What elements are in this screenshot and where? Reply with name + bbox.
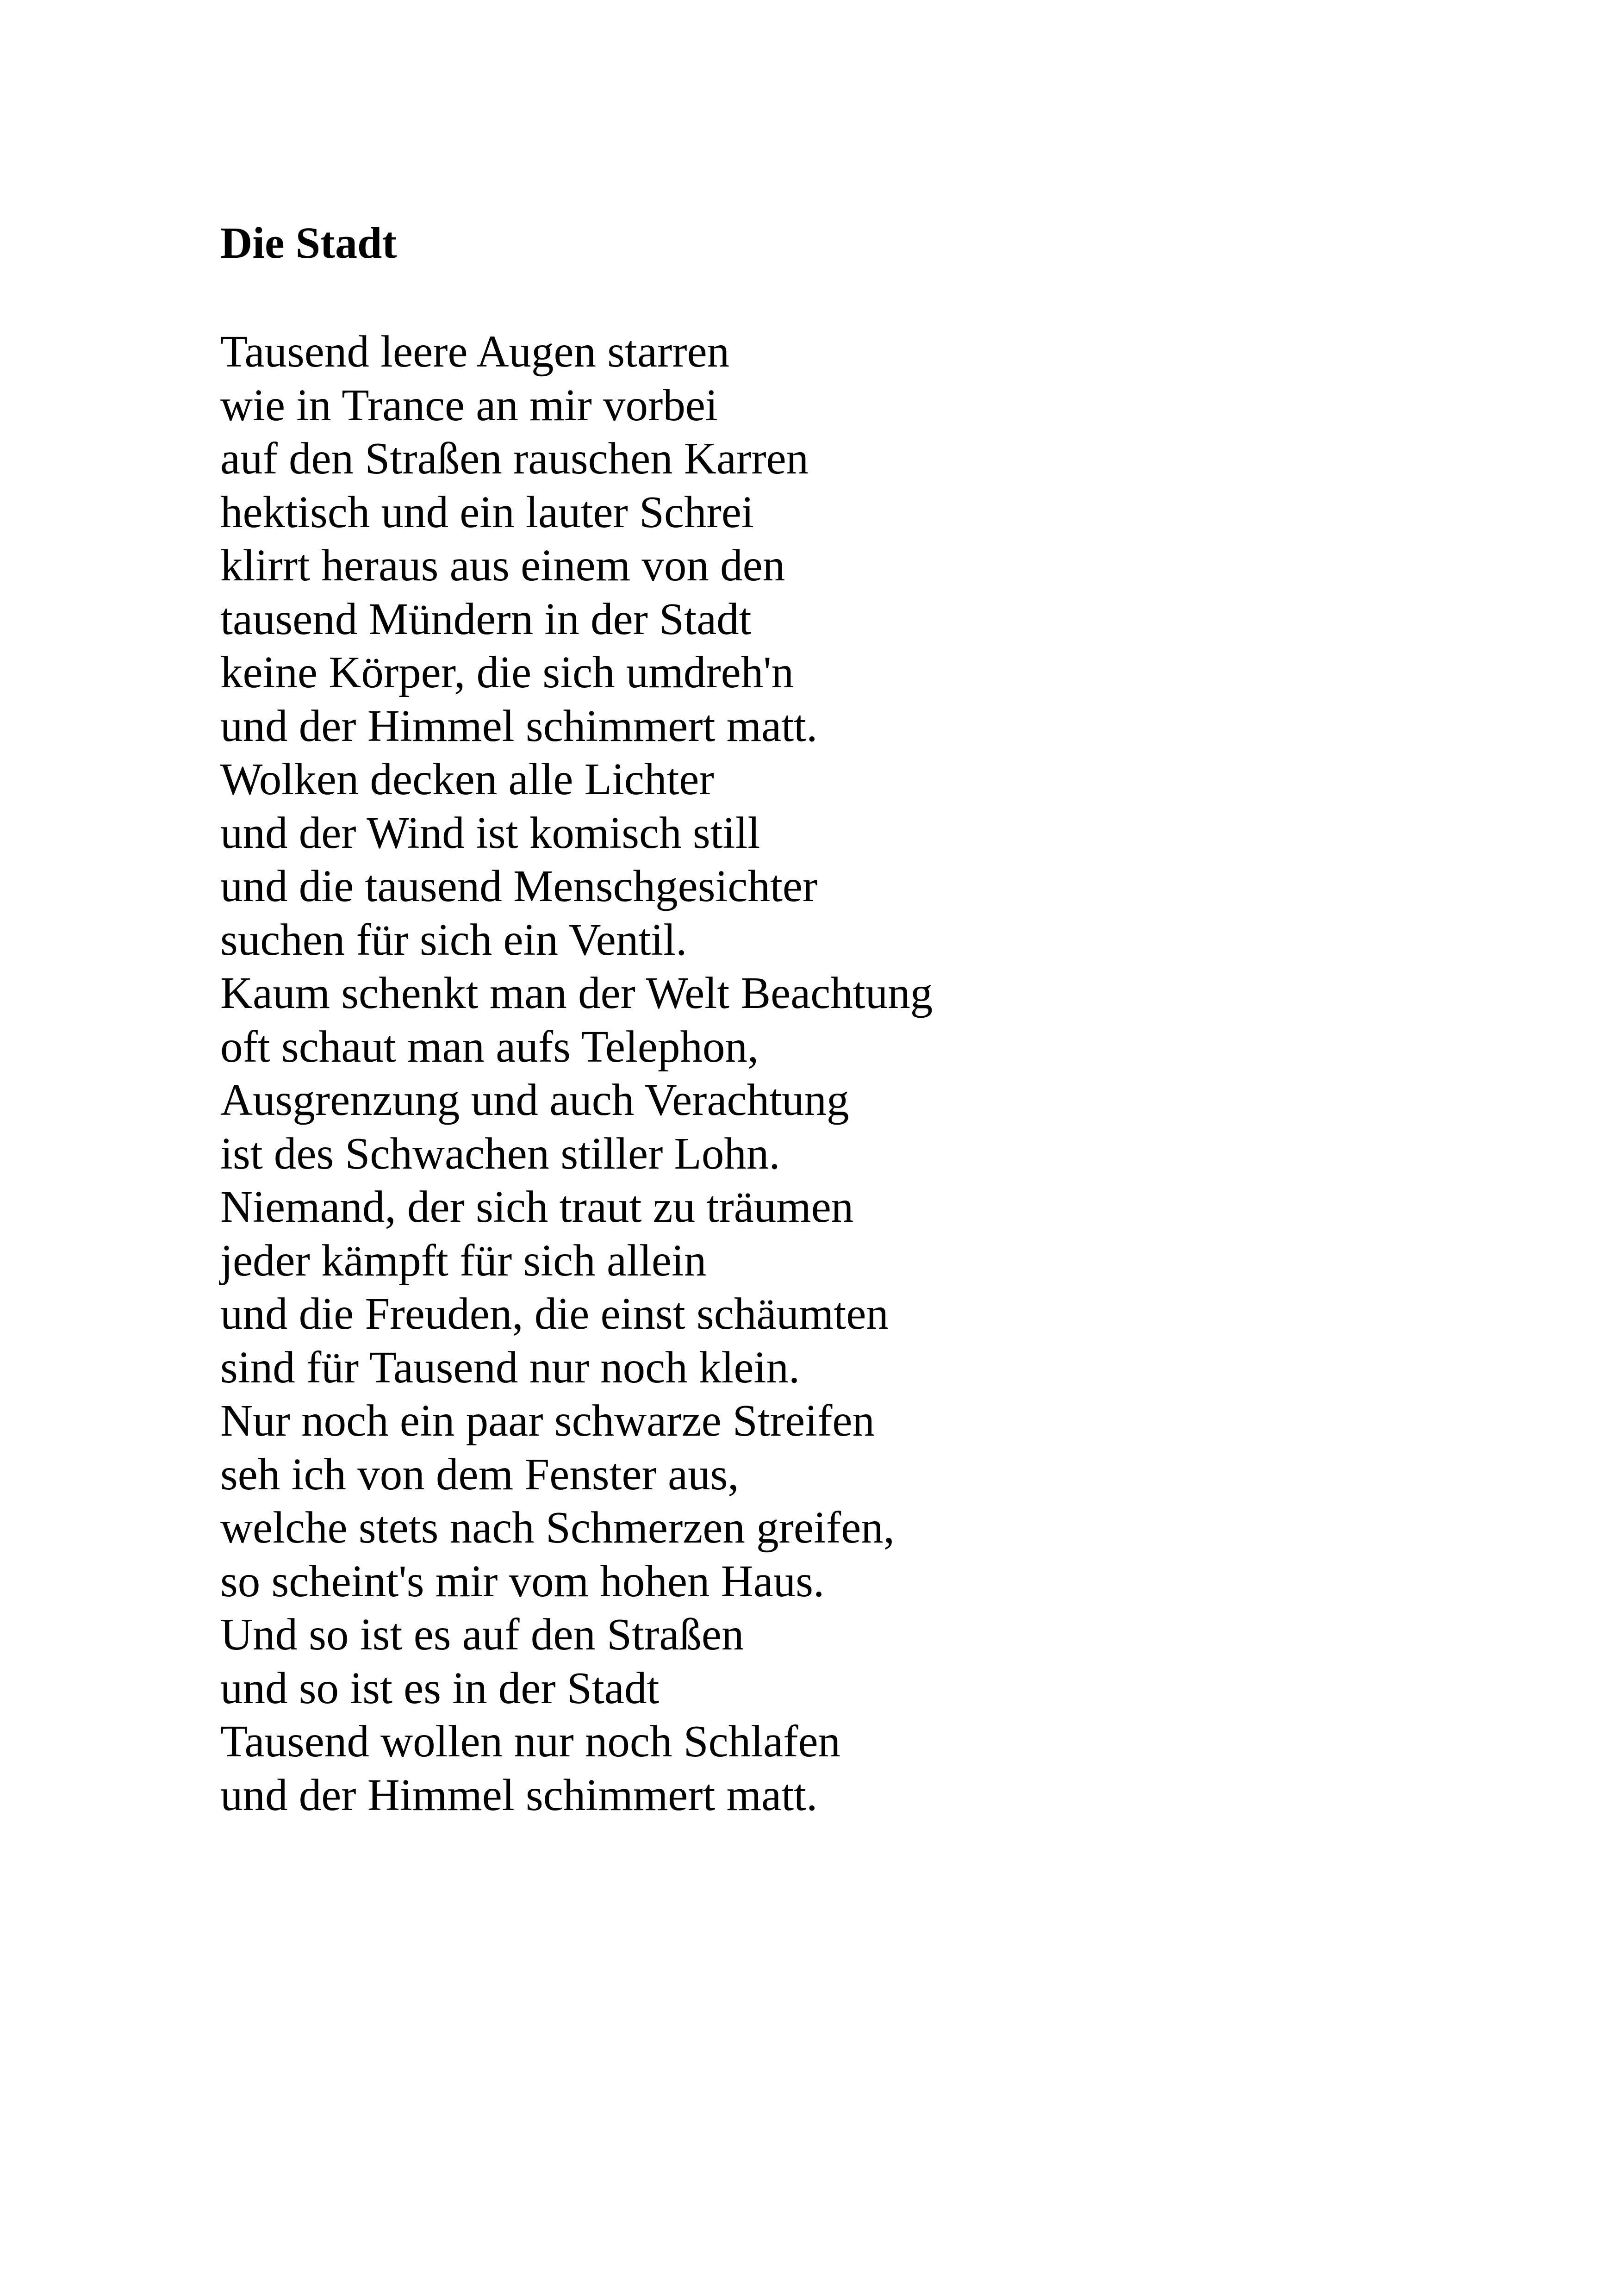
poem-line: Kaum schenkt man der Welt Beachtung (220, 968, 933, 1018)
poem-line: und der Wind ist komisch still (220, 808, 760, 858)
poem-line: Wolken decken alle Lichter (220, 754, 714, 804)
poem-line: klirrt heraus aus einem von den (220, 541, 785, 590)
poem-line: suchen für sich ein Ventil. (220, 915, 687, 964)
poem-line: auf den Straßen rauschen Karren (220, 434, 809, 483)
poem-line: und die tausend Menschgesichter (220, 861, 818, 911)
poem-line: Nur noch ein paar schwarze Streifen (220, 1396, 875, 1445)
poem-line: seh ich von dem Fenster aus, (220, 1449, 739, 1499)
poem-line: und so ist es in der Stadt (220, 1663, 660, 1713)
poem-line: Und so ist es auf den Straßen (220, 1610, 744, 1659)
poem-line: ist des Schwachen stiller Lohn. (220, 1128, 780, 1178)
poem-line: wie in Trance an mir vorbei (220, 380, 718, 430)
poem-line: und der Himmel schimmert matt. (220, 701, 818, 751)
poem-line: Tausend leere Augen starren (220, 327, 730, 376)
poem-line: Ausgrenzung und auch Verachtung (220, 1075, 849, 1125)
poem-line: Tausend wollen nur noch Schlafen (220, 1717, 841, 1766)
poem-title: Die Stadt (220, 218, 397, 268)
poem-line: und die Freuden, die einst schäumten (220, 1289, 889, 1338)
poem-body (220, 325, 933, 1822)
poem-line: jeder kämpft für sich allein (220, 1235, 707, 1285)
poem-line: Niemand, der sich traut zu träumen (220, 1182, 854, 1232)
poem-line: welche stets nach Schmerzen greifen, (220, 1503, 895, 1552)
poem-line: keine Körper, die sich umdreh'n (220, 647, 794, 697)
poem-line: sind für Tausend nur noch klein. (220, 1342, 800, 1392)
poem-line: oft schaut man aufs Telephon, (220, 1021, 759, 1071)
poem-line: so scheint's mir vom hohen Haus. (220, 1556, 825, 1606)
poem-line: und der Himmel schimmert matt. (220, 1770, 818, 1820)
poem-line: tausend Mündern in der Stadt (220, 594, 752, 644)
poem-line: hektisch und ein lauter Schrei (220, 487, 754, 537)
